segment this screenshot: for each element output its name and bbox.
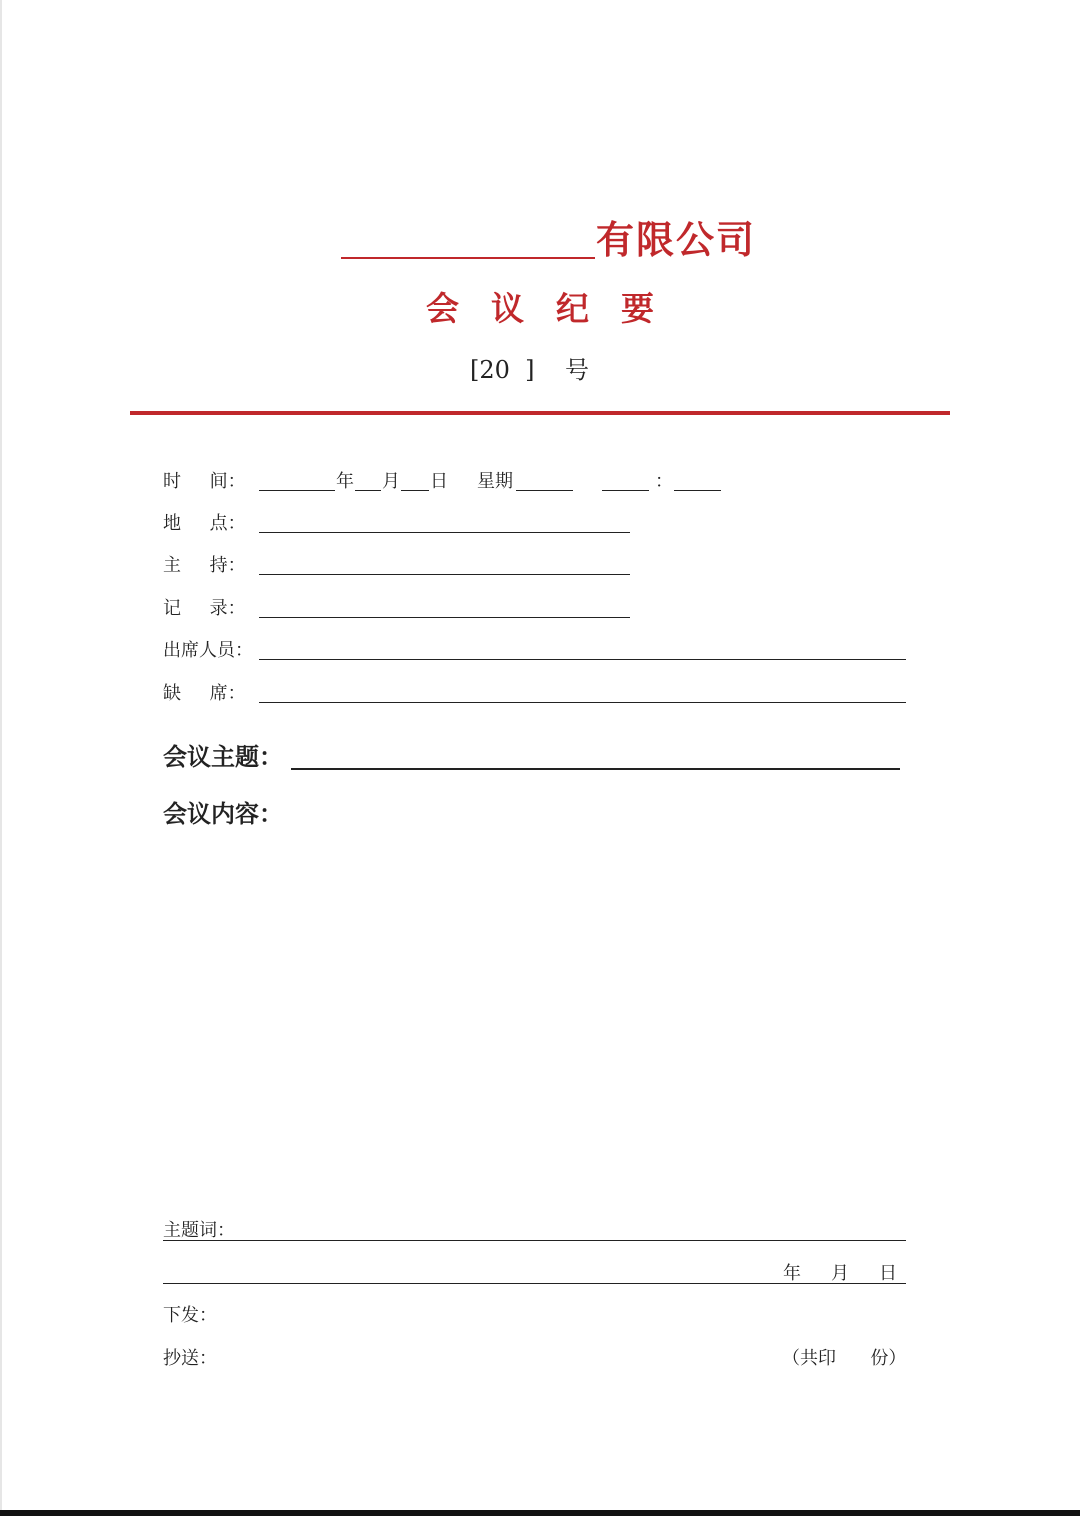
weekday-blank-line: [516, 490, 573, 491]
host-label: 主 持：: [163, 555, 246, 576]
attendees-label: 出席人员：: [163, 640, 253, 661]
place-blank-line: [259, 532, 630, 533]
day-blank-line: [401, 490, 429, 491]
field-place: [163, 512, 963, 536]
year-label: 年: [336, 471, 354, 492]
meeting-topic-blank-line: [291, 768, 900, 770]
field-host: [163, 554, 963, 578]
weekday-label: 星期: [477, 471, 513, 492]
hour-blank-line: [602, 490, 649, 491]
date-day-label: 日: [879, 1263, 897, 1284]
date-month-label: 月: [831, 1263, 849, 1284]
keywords-rule: [163, 1240, 906, 1241]
date-rule: [163, 1283, 906, 1284]
host-blank-line: [259, 574, 630, 575]
month-label: 月: [382, 471, 400, 492]
cc-label: 抄送：: [163, 1348, 217, 1369]
month-blank-line: [355, 490, 381, 491]
document-number: [20 ] 号: [470, 356, 590, 384]
absent-label: 缺 席：: [163, 683, 246, 704]
meeting-content-label: 会议内容：: [163, 799, 283, 828]
day-label: 日: [430, 471, 448, 492]
year-blank-line: [259, 490, 335, 491]
recorder-label: 记 录：: [163, 598, 246, 619]
issued-label: 下发：: [163, 1305, 217, 1326]
field-attendees: [163, 639, 963, 663]
red-divider-rule: [130, 411, 950, 415]
time-label: 时 间：: [163, 471, 246, 492]
absent-blank-line: [259, 702, 906, 703]
keywords-label: 主题词：: [163, 1220, 235, 1241]
company-name-blank-line: [341, 257, 595, 259]
date-year-label: 年: [783, 1263, 801, 1284]
field-absent: [163, 682, 963, 706]
attendees-blank-line: [259, 659, 906, 660]
page-left-edge: [0, 0, 2, 1516]
meeting-topic-label: 会议主题：: [163, 742, 283, 771]
copies-count: （共印 份）: [782, 1348, 907, 1369]
company-name-suffix: 有限公司: [596, 217, 757, 262]
document-title: 会议纪要: [426, 289, 686, 328]
minute-blank-line: [674, 490, 721, 491]
page-bottom-edge: [0, 1510, 1080, 1516]
field-recorder: [163, 597, 963, 621]
time-colon: ：: [655, 471, 673, 492]
recorder-blank-line: [259, 617, 630, 618]
place-label: 地 点：: [163, 513, 246, 534]
